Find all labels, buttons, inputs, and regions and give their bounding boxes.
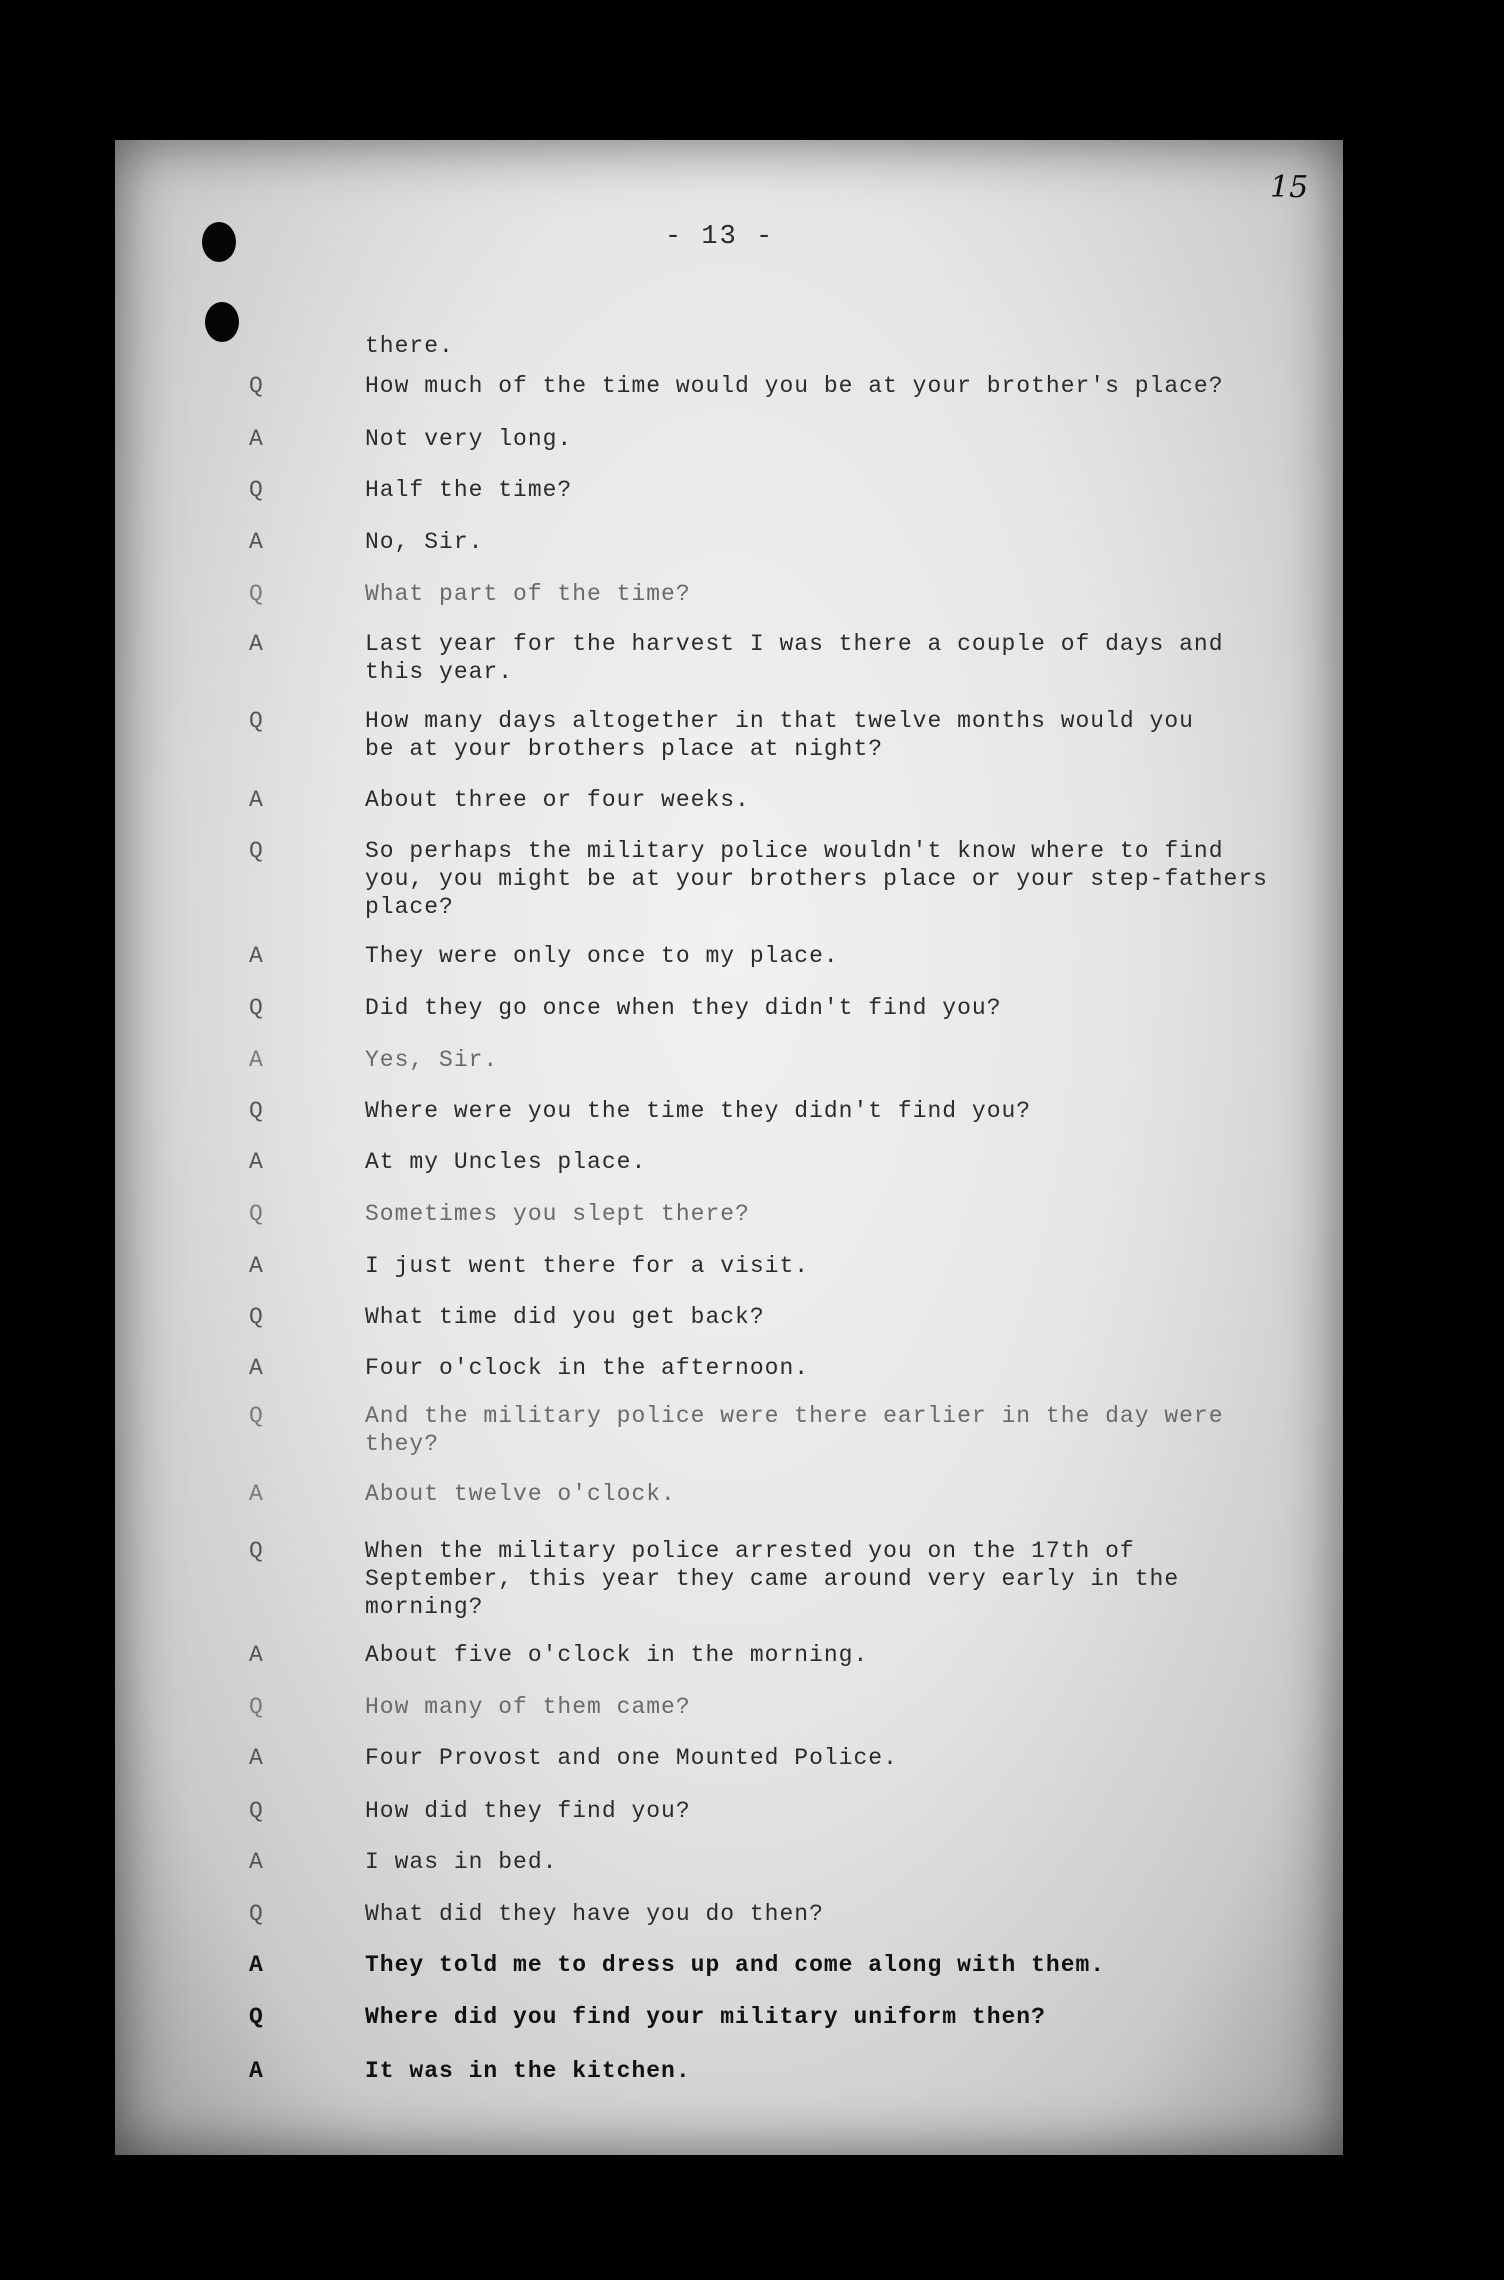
speaker-label: Q xyxy=(249,1201,263,1227)
transcript-text: About three or four weeks. xyxy=(365,787,750,813)
transcript-text: What part of the time? xyxy=(365,581,691,607)
transcript-text: Yes, Sir. xyxy=(365,1047,499,1073)
transcript-text: Four Provost and one Mounted Police. xyxy=(365,1745,898,1771)
transcript-text: So perhaps the military police wouldn't know where to find you, you might be at your brothers place or your step-fathers place? xyxy=(365,838,1268,920)
speaker-label: A xyxy=(249,631,263,657)
speaker-label: Q xyxy=(249,1901,263,1927)
transcript-text: Not very long. xyxy=(365,426,573,452)
transcript-text: What did they have you do then? xyxy=(365,1901,824,1927)
speaker-label: A xyxy=(249,787,263,813)
transcript-text: How much of the time would you be at your brother's place? xyxy=(365,373,1224,399)
transcript-text: About five o'clock in the morning. xyxy=(365,1642,869,1668)
speaker-label: Q xyxy=(249,995,263,1021)
transcript-text: They were only once to my place. xyxy=(365,943,839,969)
speaker-label: A xyxy=(249,426,263,452)
speaker-label: Q xyxy=(249,477,263,503)
transcript-text: Did they go once when they didn't find you? xyxy=(365,995,1002,1021)
transcript-text: I just went there for a visit. xyxy=(365,1253,810,1279)
speaker-label: A xyxy=(249,1481,263,1507)
transcript-text: About twelve o'clock. xyxy=(365,1481,676,1507)
speaker-label: Q xyxy=(249,1798,263,1824)
speaker-label: A xyxy=(249,1355,263,1381)
speaker-label: Q xyxy=(249,373,263,399)
speaker-label: Q xyxy=(249,1098,263,1124)
handwritten-page-note: 15 xyxy=(1270,170,1309,205)
transcript-text: And the military police were there earlier in the day were they? xyxy=(365,1403,1224,1457)
speaker-label: A xyxy=(249,1149,263,1175)
speaker-label: A xyxy=(249,1253,263,1279)
transcript-text: I was in bed. xyxy=(365,1849,558,1875)
transcript-text: How many days altogether in that twelve months would you be at your brothers place at night? xyxy=(365,708,1194,762)
transcript-text: Last year for the harvest I was there a couple of days and this year. xyxy=(365,631,1224,685)
speaker-label: A xyxy=(249,1745,263,1771)
transcript-text: At my Uncles place. xyxy=(365,1149,647,1175)
speaker-label: Q xyxy=(249,581,263,607)
speaker-label: A xyxy=(249,1642,263,1668)
speaker-label: Q xyxy=(249,1403,263,1429)
transcript-text: What time did you get back? xyxy=(365,1304,765,1330)
speaker-label: A xyxy=(249,2058,263,2084)
speaker-label: Q xyxy=(249,1694,263,1720)
transcript-text: When the military police arrested you on the 17th of September, this year they came around very early in the morning? xyxy=(365,1538,1180,1620)
speaker-label: Q xyxy=(249,2004,263,2030)
transcript-text: They told me to dress up and come along with them. xyxy=(365,1952,1106,1978)
document-page xyxy=(115,140,1343,2155)
speaker-label: A xyxy=(249,1849,263,1875)
speaker-label: Q xyxy=(249,708,263,734)
speaker-label: Q xyxy=(249,1304,263,1330)
transcript-text: Where were you the time they didn't find you? xyxy=(365,1098,1032,1124)
transcript-text: Four o'clock in the afternoon. xyxy=(365,1355,810,1381)
speaker-label: A xyxy=(249,1047,263,1073)
transcript-text: It was in the kitchen. xyxy=(365,2058,691,2084)
speaker-label: A xyxy=(249,1952,263,1978)
page-number: - 13 - xyxy=(665,222,775,252)
speaker-label: A xyxy=(249,529,263,555)
transcript-text: No, Sir. xyxy=(365,529,484,555)
transcript xyxy=(115,140,1343,2155)
transcript-text: How did they find you? xyxy=(365,1798,691,1824)
transcript-text: How many of them came? xyxy=(365,1694,691,1720)
speaker-label: Q xyxy=(249,838,263,864)
transcript-text: Where did you find your military uniform then? xyxy=(365,2004,1046,2030)
speaker-label: Q xyxy=(249,1538,263,1564)
transcript-text: there. xyxy=(365,333,454,359)
transcript-text: Sometimes you slept there? xyxy=(365,1201,750,1227)
transcript-text: Half the time? xyxy=(365,477,573,503)
speaker-label: A xyxy=(249,943,263,969)
